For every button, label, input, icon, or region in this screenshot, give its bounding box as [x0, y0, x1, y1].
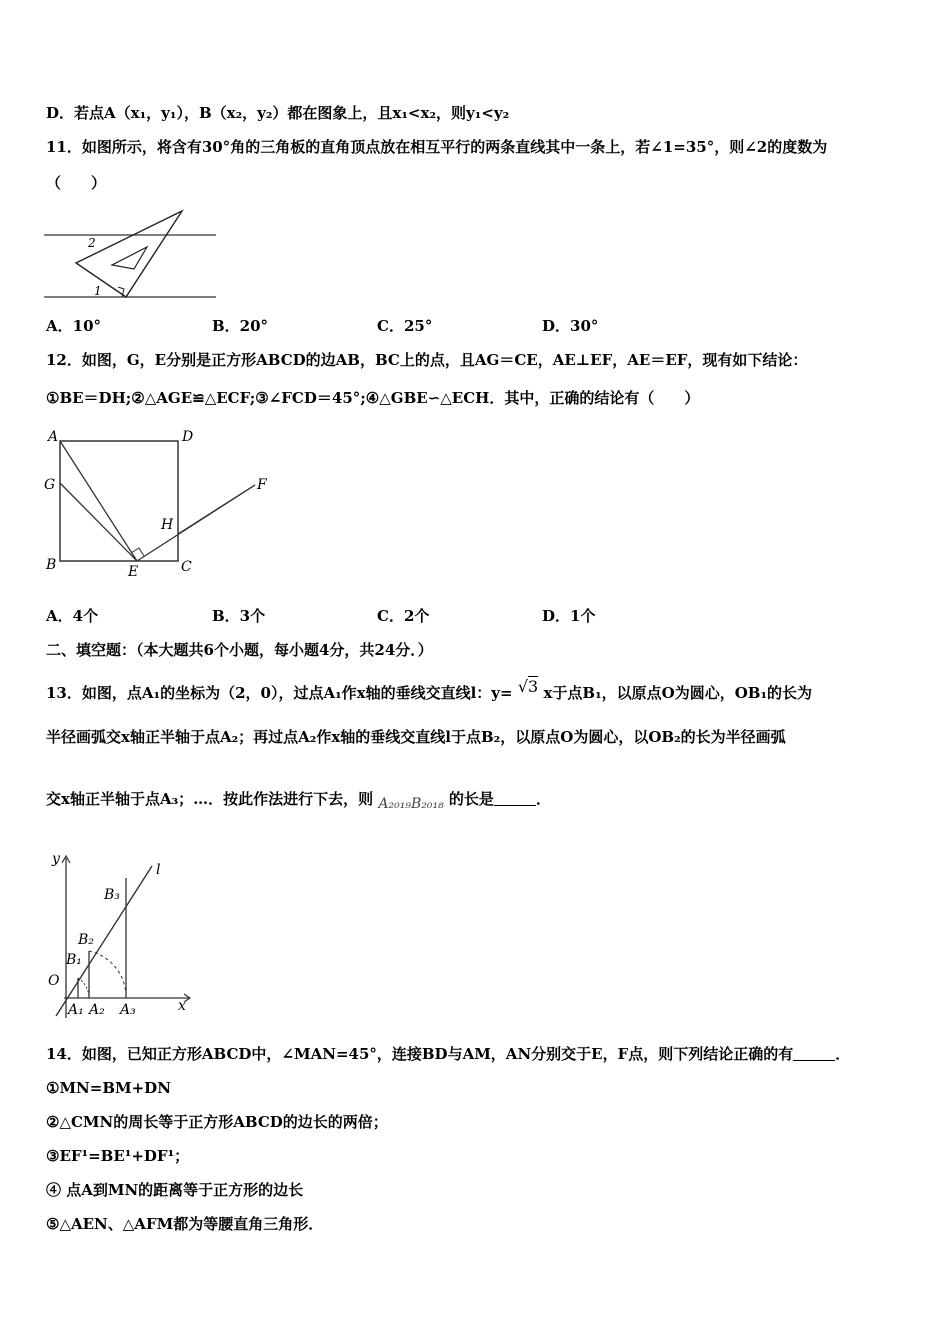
q13-line-1a: 13．如图，点A₁的坐标为（2，0），过点A₁作x轴的垂线交直线l：y= [46, 684, 513, 702]
q12-option-b: B．3个 [212, 607, 266, 625]
q13-sqrt-radicand: 3 [528, 677, 539, 696]
q13-label-b3: B₃ [104, 887, 120, 903]
q13-arc-formula: A₂₀₁₉B₂₀₁₈ [378, 796, 444, 812]
q14-answer-blank[interactable] [793, 1046, 835, 1061]
q14-item-2: ②△CMN的周长等于正方形ABCD的边长的两倍； [46, 1113, 388, 1131]
section-2-header: 二、填空题：（本大题共6个小题，每小题4分，共24分．） [46, 641, 433, 659]
q12-label-h: H [161, 517, 174, 533]
q12-conclusions: ①BE＝DH;②△AGE≌△ECF;③∠FCD＝45°;④△GBE∽△ECH．其中，正确的结论有（ ） [46, 389, 700, 407]
q13-line-1b: x于点B₁，以原点O为圆心，OB₁的长为 [543, 684, 813, 702]
q12-label-d: D [182, 429, 194, 445]
q12-label-g: G [44, 477, 56, 493]
q13-line-2: 半径画弧交x轴正半轴于点A₂；再过点A₂作x轴的垂线交直线l于点B₂，以原点O为圆心，以OB₂的长为半径画弧 [46, 728, 786, 746]
q11-angle-2-label: 2 [88, 236, 96, 250]
q12-option-c: C．2个 [377, 607, 430, 625]
q14-item-3: ③EF¹=BE¹+DF¹； [46, 1147, 190, 1165]
q11-answer-paren: （ ） [46, 174, 107, 192]
q14-stem: 14．如图，已知正方形ABCD中，∠MAN=45°，连接BD与AM，AN分别交于E，F点，则下列结论正确的有 [46, 1045, 794, 1063]
q12-label-c: C [181, 559, 192, 575]
q12-option-d: D．1个 [542, 607, 596, 625]
q13-line-1 [46, 677, 812, 703]
q13-line-3b: 的长是 [448, 790, 494, 808]
q12-figure [40, 425, 280, 585]
q13-line-3a: 交x轴正半轴于点A₃；…．按此作法进行下去，则 [46, 790, 374, 808]
q13-label-b2: B₂ [78, 932, 94, 948]
q13-answer-blank[interactable] [494, 791, 536, 806]
q13-label-a1: A₁ [68, 1002, 84, 1018]
q13-label-l: l [156, 862, 161, 878]
q12-label-b: B [46, 557, 57, 573]
q14-stem-line [46, 1044, 850, 1064]
q13-label-a3: A₃ [120, 1002, 136, 1018]
q13-figure [44, 848, 204, 1023]
q11-option-a: A．10° [46, 317, 102, 335]
q13-label-o: O [48, 973, 60, 989]
q11-angle-1-label: 1 [94, 284, 102, 298]
q13-label-x: x [178, 998, 186, 1014]
q13-line-3 [46, 789, 551, 814]
q12-option-a: A．4个 [46, 607, 99, 625]
q12-label-a: A [48, 429, 59, 445]
q12-label-e: E [128, 564, 139, 580]
q11-stem: 11．如图所示，将含有30°角的三角板的直角顶点放在相互平行的两条直线其中一条上，若∠1=35°，则∠2的度数为 [46, 138, 828, 156]
q14-item-5: ⑤△AEN、△AFM都为等腰直角三角形． [46, 1215, 324, 1233]
q13-sqrt-3: √3 [517, 677, 539, 696]
q11-figure [44, 205, 219, 305]
q11-option-b: B．20° [212, 317, 269, 335]
q14-item-4: ④ 点A到MN的距离等于正方形的边长 [46, 1181, 304, 1199]
q11-option-c: C．25° [377, 317, 433, 335]
q12-stem: 12．如图，G，E分别是正方形ABCD的边AB，BC上的点，且AG＝CE，AE⊥EF，AE＝EF，现有如下结论： [46, 351, 808, 369]
q14-stem-end: ． [835, 1045, 851, 1063]
q13-label-y: y [52, 851, 60, 867]
q14-item-1: ①MN=BM+DN [46, 1079, 171, 1097]
q13-line-3c: ． [535, 790, 551, 808]
q10-option-d: D．若点A（x₁，y₁），B（x₂，y₂）都在图象上，且x₁<x₂，则y₁<y₂ [46, 104, 510, 122]
q13-label-a2: A₂ [89, 1002, 105, 1018]
q12-label-f: F [257, 477, 267, 493]
q11-option-d: D．30° [542, 317, 599, 335]
q13-label-b1: B₁ [66, 952, 82, 968]
